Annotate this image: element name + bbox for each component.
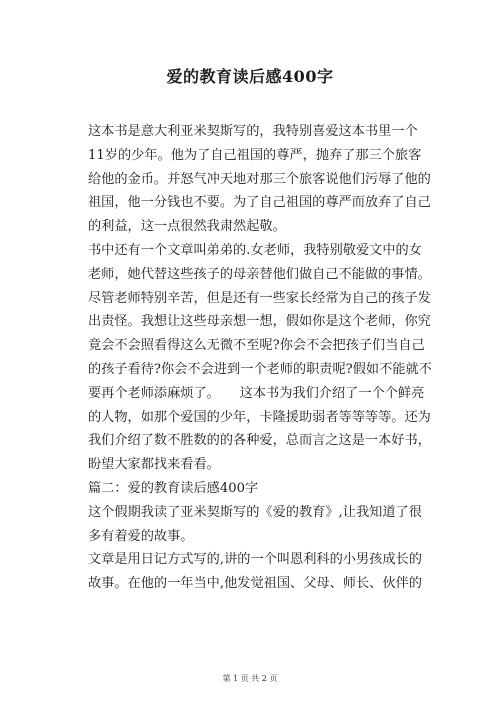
text-line: 书中还有一个文章叫弟弟的.女老师，我特别敬爱文中的女 — [88, 242, 422, 258]
text-line: 盼望大家都找来看看。 — [88, 457, 220, 473]
text-line: 故事。在他的一年当中,他发觉祖国、父母、师长、伙伴的 — [88, 576, 422, 592]
text-line: 这个假期我读了亚米契斯写的《爱的教育》,让我知道了很 — [88, 504, 422, 520]
text-line: 文章是用日记方式写的,讲的一个叫恩利科的小男孩成长的 — [88, 552, 422, 568]
text-line: 的孩子看待?你会不会进到一个老师的职责呢?假如不能就不 — [88, 361, 432, 377]
text-line: 出责怪。我想让这些母亲想一想，假如你是这个老师，你究 — [88, 314, 431, 330]
text-line: 11岁的少年。他为了自己祖国的尊严，抛弃了那三个旅客 — [88, 147, 422, 163]
text-line: 我们介绍了数不胜数的的各种爱，总而言之这是一本好书， — [88, 433, 431, 449]
text-line: 的利益，这一点很然我肃然起敬。 — [88, 219, 286, 235]
text-line: 多有着爱的故事。 — [88, 528, 194, 544]
text-line: 这本书是意大利亚米契斯写的，我特别喜爱这本书里一个 — [88, 124, 418, 139]
text-line: 尽管老师特别辛苦，但是还有一些家长经常为自己的孩子发 — [88, 290, 431, 306]
page-number: 第 1 页 共 2 页 — [222, 674, 278, 683]
text-line: 祖国，他一分钱也不要。为了自己祖国的尊严而放弃了自己 — [88, 195, 431, 211]
text-line: 给他的金币。并怒气冲天地对那三个旅客说他们污辱了他的 — [88, 171, 431, 187]
section-heading: 篇二：爱的教育读后感400字 — [88, 480, 259, 496]
text-line: 要再个老师添麻烦了。 这本书为我们介绍了一个个鲜亮 — [88, 385, 425, 401]
document-title: 爱的教育读后感400字 — [166, 67, 334, 86]
text-line: 竟会不会照看得这么无微不至呢?你会不会把孩子们当自己 — [88, 338, 425, 354]
document-body — [88, 120, 436, 596]
text-line: 老师，她代替这些孩子的母亲替他们做自己不能做的事情。 — [88, 266, 431, 282]
text-line: 的人物，如那个爱国的少年，卡隆援助弱者等等等等。还为 — [88, 409, 431, 425]
